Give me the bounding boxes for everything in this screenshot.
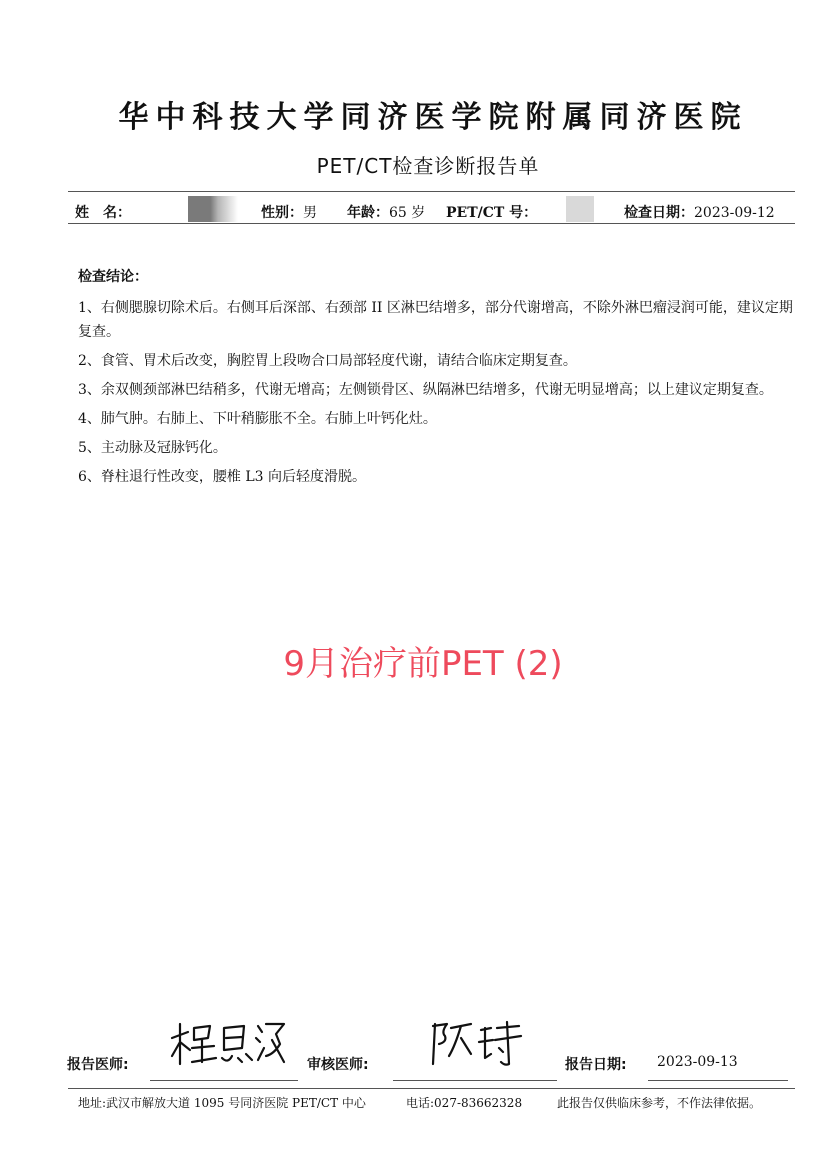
address-text: 地址:武汉市解放大道 1095 号同济医院 PET/CT 中心	[78, 1096, 366, 1110]
conclusion-list	[78, 296, 794, 494]
footer-rule	[68, 1088, 795, 1089]
header-top-rule	[68, 191, 795, 192]
red-annotation: 9月治疗前PET (2)	[283, 644, 563, 684]
finding-item: 6、脊柱退行性改变，腰椎 L3 向后轻度滑脱。	[78, 469, 367, 485]
exam-date-field: 检查日期：2023-09-12	[624, 205, 775, 221]
reviewer-underline	[393, 1080, 557, 1081]
disclaimer-text: 此报告仅供临床参考，不作法律依据。	[557, 1096, 762, 1110]
report-date-label: 报告日期:	[565, 1057, 627, 1073]
report-date-underline	[648, 1080, 788, 1081]
redacted-petct-number	[566, 196, 594, 222]
name-label: 姓 名：	[75, 205, 131, 221]
exam-date-value: 2023-09-12	[694, 205, 775, 221]
hospital-name: 华中科技大学同济医学院附属同济医院	[118, 100, 748, 135]
reporter-underline	[150, 1080, 298, 1081]
age-value: 65 岁	[389, 205, 426, 221]
petct-number-label: PET/CT 号：	[446, 205, 538, 221]
finding-item: 1、右侧腮腺切除术后。右侧耳后深部、右颈部 II 区淋巴结增多，部分代谢增高，不除外淋巴瘤浸润可能，建议定期复查。	[78, 300, 793, 340]
sex-field: 性别：男	[261, 205, 317, 221]
redacted-name	[188, 196, 238, 222]
reviewer-signature	[425, 1018, 525, 1068]
header-bottom-rule	[68, 223, 795, 224]
phone-text: 电话:027-83662328	[406, 1096, 523, 1110]
finding-item: 2、食管、胃术后改变，胸腔胃上段吻合口局部轻度代谢，请结合临床定期复查。	[78, 353, 577, 369]
sex-value: 男	[303, 205, 317, 221]
report-date-value: 2023-09-13	[657, 1054, 738, 1070]
finding-item: 3、余双侧颈部淋巴结稍多，代谢无增高；左侧锁骨区、纵隔淋巴结增多，代谢无明显增高；以上建议定期复查。	[78, 382, 773, 398]
conclusion-label: 检查结论：	[78, 269, 148, 285]
reviewer-label: 审核医师:	[307, 1057, 369, 1073]
finding-item: 4、肺气肿。右肺上、下叶稍膨胀不全。右肺上叶钙化灶。	[78, 411, 437, 427]
report-title: PET/CT检查诊断报告单	[316, 154, 540, 178]
age-field: 年龄：65 岁	[347, 205, 426, 221]
finding-item: 5、主动脉及冠脉钙化。	[78, 440, 227, 456]
reporter-signature	[168, 1018, 288, 1070]
reporter-label: 报告医师:	[67, 1057, 129, 1073]
